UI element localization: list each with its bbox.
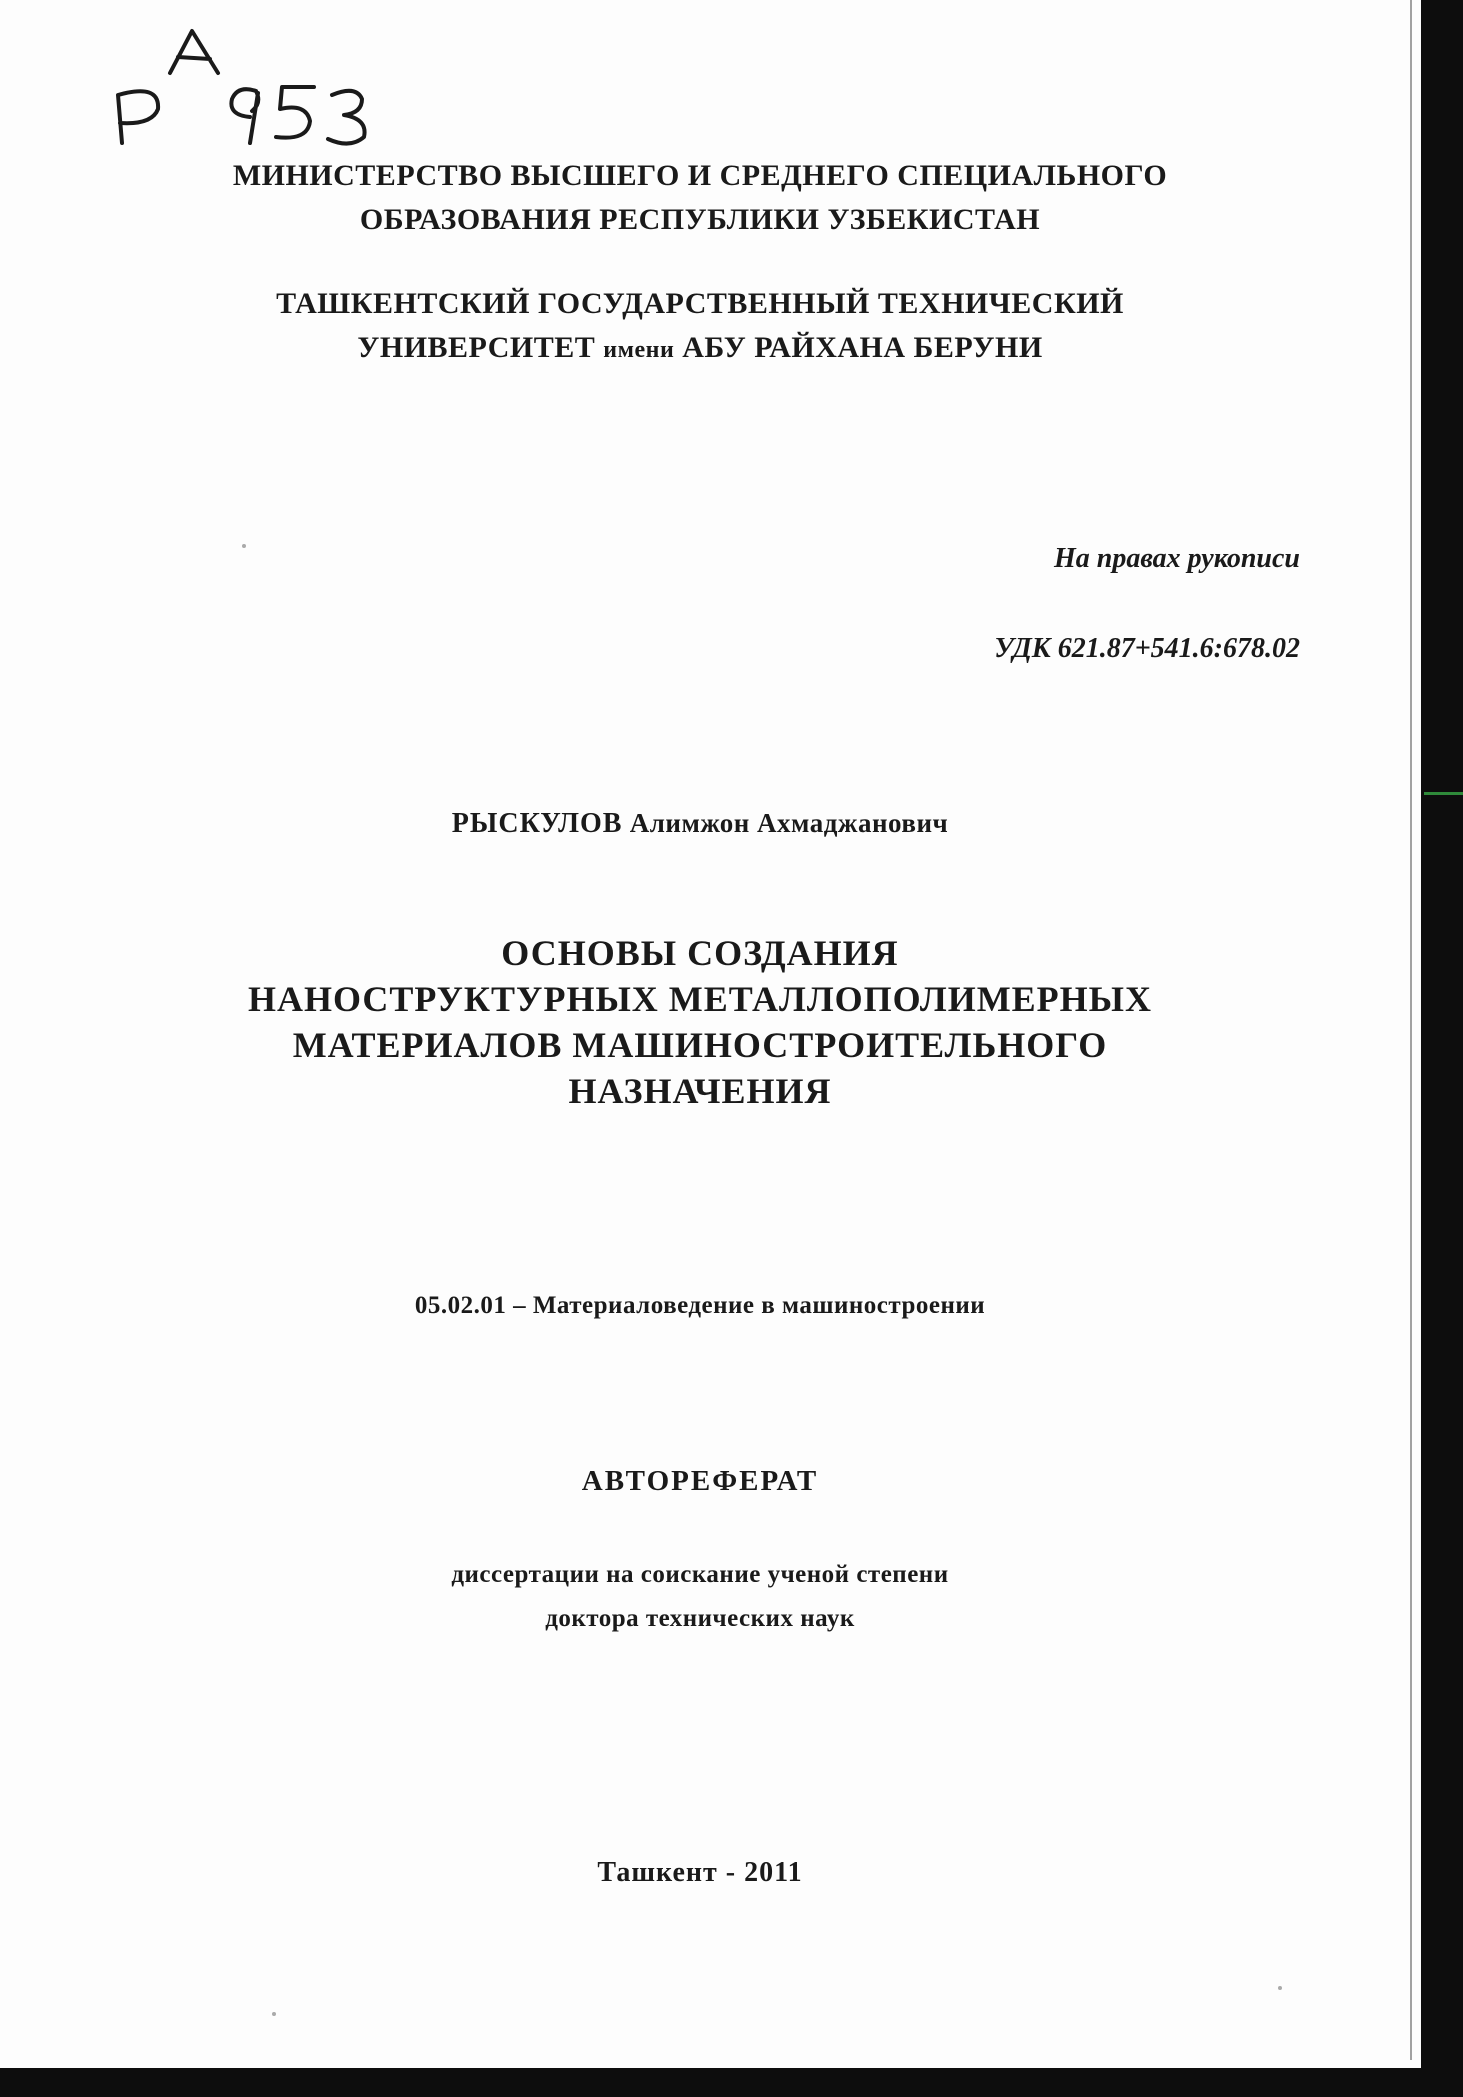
university-namesake: АБУ РАЙХАНА БЕРУНИ [682,331,1043,364]
ministry-line-1: МИНИСТЕРСТВО ВЫСШЕГО И СРЕДНЕГО СПЕЦИАЛЬНОГО [232,159,1168,192]
place-year: Ташкент - 2011 [597,1857,803,1888]
university-named-after: имени [603,337,675,363]
author-given-names: Алимжон Ахмаджанович [629,808,949,838]
document-type: АВТОРЕФЕРАТ [581,1465,819,1497]
university-word: УНИВЕРСИТЕТ [357,331,596,364]
author-surname: РЫСКУЛОВ [451,808,623,839]
scan-speck [1278,1986,1282,1990]
author-name [0,808,1400,840]
page-edge-shadow [1400,0,1412,2060]
degree-line-2: доктора технических наук [545,1605,855,1632]
scan-speck [242,544,246,548]
ministry-line-2: ОБРАЗОВАНИЯ РЕСПУБЛИКИ УЗБЕКИСТАН [359,203,1041,236]
degree-line-1: диссертации на соискание ученой степени [451,1561,949,1588]
manuscript-note: На правах рукописи [1054,543,1300,574]
specialty-code: 05.02.01 – Материаловедение в машиностроении [414,1292,986,1319]
title-line-4: НАЗНАЧЕНИЯ [568,1071,832,1111]
handwriting-drawing [100,25,380,155]
scanner-marker [1424,792,1463,795]
udc-code: УДК 621.87+541.6:678.02 [994,633,1300,664]
handwritten-call-number [100,25,380,155]
university-line-1: ТАШКЕНТСКИЙ ГОСУДАРСТВЕННЫЙ ТЕХНИЧЕСКИЙ [276,287,1124,320]
title-line-2: НАНОСТРУКТУРНЫХ МЕТАЛЛОПОЛИМЕРНЫХ [247,979,1153,1019]
university-line-2 [0,326,1400,372]
title-line-3: МАТЕРИАЛОВ МАШИНОСТРОИТЕЛЬНОГО [292,1025,1108,1065]
scanner-border-bottom [0,2068,1463,2097]
title-line-1: ОСНОВЫ СОЗДАНИЯ [501,933,899,973]
scan-speck [272,2012,276,2016]
scanner-border-right [1421,0,1463,2097]
